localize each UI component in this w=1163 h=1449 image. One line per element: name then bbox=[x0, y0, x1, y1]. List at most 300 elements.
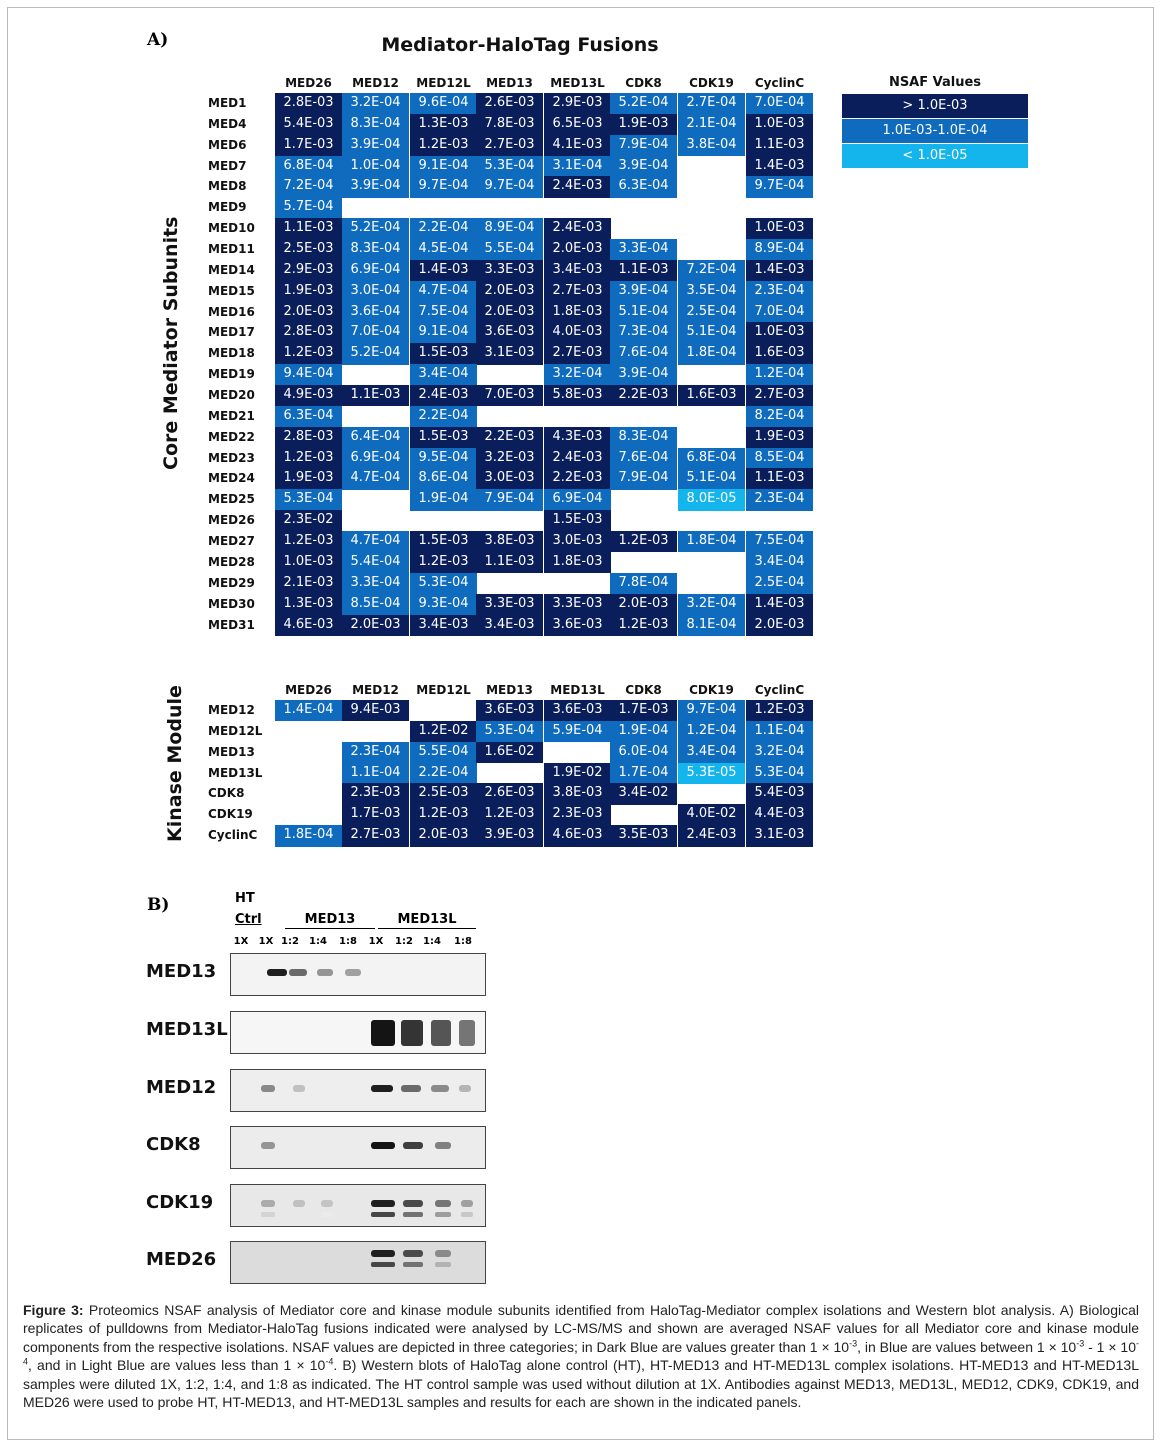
value-cell: 2.0E-03 bbox=[610, 594, 677, 615]
value-cell: 5.3E-04 bbox=[410, 573, 477, 594]
value-cell: 3.0E-04 bbox=[342, 281, 409, 302]
value-cell: 3.2E-04 bbox=[544, 364, 611, 385]
value-cell: 4.6E-03 bbox=[275, 615, 342, 636]
legend-item: < 1.0E-05 bbox=[842, 144, 1028, 168]
blot-band bbox=[293, 1085, 305, 1092]
blot-band bbox=[401, 1020, 423, 1046]
value-cell: 3.3E-03 bbox=[476, 260, 543, 281]
value-cell: 1.8E-03 bbox=[544, 552, 611, 573]
row-label: CDK8 bbox=[208, 786, 245, 801]
value-cell: 1.2E-03 bbox=[410, 552, 477, 573]
row-label: MED22 bbox=[208, 429, 255, 444]
value-cell: 3.9E-03 bbox=[476, 825, 543, 846]
value-cell: 3.8E-03 bbox=[544, 783, 611, 804]
blot-band bbox=[461, 1212, 473, 1217]
value-cell: 1.4E-03 bbox=[746, 594, 813, 615]
blot-band bbox=[403, 1262, 423, 1267]
column-header: MED13L bbox=[550, 76, 605, 90]
row-label: MED27 bbox=[208, 534, 255, 549]
value-cell: 8.9E-04 bbox=[476, 218, 543, 239]
value-cell: 7.0E-04 bbox=[746, 302, 813, 323]
value-cell: 3.9E-04 bbox=[342, 176, 409, 197]
blot-band bbox=[435, 1200, 451, 1207]
blot-band bbox=[435, 1212, 451, 1217]
value-cell: 6.8E-04 bbox=[275, 156, 342, 177]
value-cell: 6.9E-04 bbox=[342, 260, 409, 281]
ctrl-label: Ctrl bbox=[235, 912, 262, 927]
blot-antibody-label: MED13L bbox=[146, 1019, 228, 1040]
value-cell: 2.7E-03 bbox=[544, 343, 611, 364]
value-cell: 2.7E-04 bbox=[678, 93, 745, 114]
value-cell: 9.1E-04 bbox=[410, 322, 477, 343]
value-cell: 1.1E-03 bbox=[342, 385, 409, 406]
blot-band bbox=[371, 1262, 395, 1267]
value-cell: 2.1E-04 bbox=[678, 114, 745, 135]
value-cell: 2.0E-03 bbox=[476, 281, 543, 302]
value-cell: 9.3E-04 bbox=[410, 594, 477, 615]
value-cell: 2.7E-03 bbox=[544, 281, 611, 302]
blot-antibody-label: MED13 bbox=[146, 961, 217, 982]
value-cell: 1.4E-03 bbox=[746, 156, 813, 177]
value-cell: 3.9E-04 bbox=[610, 364, 677, 385]
blot-image bbox=[231, 1070, 486, 1112]
value-cell: 1.0E-03 bbox=[746, 114, 813, 135]
row-label: MED21 bbox=[208, 408, 255, 423]
blot-band bbox=[435, 1142, 451, 1149]
value-cell: 9.4E-03 bbox=[342, 700, 409, 721]
value-cell: 7.9E-04 bbox=[610, 135, 677, 156]
row-label: MED12 bbox=[208, 703, 255, 717]
value-cell: 1.2E-03 bbox=[275, 448, 342, 469]
value-cell: 6.3E-04 bbox=[275, 406, 342, 427]
row-label: MED26 bbox=[208, 513, 255, 528]
row-label: MED31 bbox=[208, 617, 255, 632]
value-cell: 1.1E-03 bbox=[610, 260, 677, 281]
value-cell: 8.3E-04 bbox=[342, 114, 409, 135]
blot-panel bbox=[230, 1126, 486, 1169]
value-cell: 8.9E-04 bbox=[746, 239, 813, 260]
value-cell: 1.4E-03 bbox=[410, 260, 477, 281]
blot-band bbox=[371, 1250, 395, 1257]
column-header: CyclinC bbox=[754, 76, 805, 90]
blot-panel bbox=[230, 1011, 486, 1054]
value-cell: 1.5E-03 bbox=[544, 510, 611, 531]
value-cell: 4.7E-04 bbox=[342, 531, 409, 552]
value-cell: 8.1E-04 bbox=[678, 615, 745, 636]
value-cell: 7.9E-04 bbox=[476, 489, 543, 510]
blot-image bbox=[231, 1127, 486, 1169]
value-cell: 4.4E-03 bbox=[746, 804, 813, 825]
value-cell: 3.4E-02 bbox=[610, 783, 677, 804]
value-cell: 4.7E-04 bbox=[342, 468, 409, 489]
value-cell: 4.3E-03 bbox=[544, 427, 611, 448]
value-cell: 1.2E-03 bbox=[610, 615, 677, 636]
value-cell: 4.9E-03 bbox=[275, 385, 342, 406]
row-label: MED12L bbox=[208, 723, 263, 738]
blot-band bbox=[293, 1200, 305, 1207]
value-cell: 5.2E-04 bbox=[342, 343, 409, 364]
value-cell: 2.5E-03 bbox=[275, 239, 342, 260]
row-label: MED14 bbox=[208, 262, 255, 277]
value-cell: 1.1E-03 bbox=[476, 552, 543, 573]
value-cell: 1.2E-03 bbox=[275, 531, 342, 552]
caption-exp: -3 bbox=[849, 1338, 858, 1349]
blot-band bbox=[403, 1142, 423, 1149]
value-cell: 2.0E-03 bbox=[544, 239, 611, 260]
value-cell: 3.9E-04 bbox=[342, 135, 409, 156]
column-header: MED13 bbox=[486, 683, 533, 697]
value-cell: 9.5E-04 bbox=[410, 448, 477, 469]
value-cell: 1.6E-02 bbox=[476, 742, 543, 763]
value-cell: 1.2E-03 bbox=[610, 531, 677, 552]
value-cell: 9.7E-04 bbox=[746, 176, 813, 197]
value-cell: 2.1E-03 bbox=[275, 573, 342, 594]
row-label: MED19 bbox=[208, 367, 255, 382]
value-cell: 8.0E-05 bbox=[678, 489, 745, 510]
value-cell: 2.3E-02 bbox=[275, 510, 342, 531]
value-cell: 3.2E-04 bbox=[678, 594, 745, 615]
value-cell: 5.2E-04 bbox=[610, 93, 677, 114]
value-cell: 1.5E-03 bbox=[410, 427, 477, 448]
value-cell: 3.2E-04 bbox=[746, 742, 813, 763]
row-label: MED30 bbox=[208, 596, 255, 611]
value-cell: 7.6E-04 bbox=[610, 343, 677, 364]
med13-group-label: MED13 bbox=[285, 912, 375, 929]
value-cell: 7.9E-04 bbox=[610, 468, 677, 489]
value-cell: 2.4E-03 bbox=[544, 176, 611, 197]
value-cell: 3.6E-03 bbox=[476, 700, 543, 721]
value-cell: 2.4E-03 bbox=[544, 218, 611, 239]
row-label: MED1 bbox=[208, 96, 247, 110]
value-cell: 1.5E-03 bbox=[410, 343, 477, 364]
value-cell: 6.9E-04 bbox=[544, 489, 611, 510]
legend-title: NSAF Values bbox=[888, 75, 982, 90]
ht-label: HT bbox=[235, 891, 255, 906]
lane-label: 1X bbox=[368, 936, 384, 947]
blot-band bbox=[401, 1085, 421, 1092]
caption-part: , and in Light Blue are values less than 1 × 10 bbox=[28, 1357, 326, 1374]
value-cell: 3.3E-03 bbox=[544, 594, 611, 615]
blot-band bbox=[403, 1250, 423, 1257]
caption-exp: -4 bbox=[325, 1356, 334, 1367]
value-cell: 2.2E-03 bbox=[476, 427, 543, 448]
value-cell: 1.2E-03 bbox=[410, 135, 477, 156]
column-header: MED13 bbox=[486, 76, 533, 90]
value-cell: 5.4E-03 bbox=[746, 783, 813, 804]
value-cell: 2.3E-04 bbox=[746, 281, 813, 302]
row-label: MED11 bbox=[208, 242, 255, 257]
column-header: CDK8 bbox=[625, 76, 662, 90]
blot-band bbox=[371, 1020, 395, 1046]
value-cell: 5.3E-04 bbox=[476, 721, 543, 742]
value-cell: 3.4E-04 bbox=[746, 552, 813, 573]
value-cell: 7.6E-04 bbox=[610, 448, 677, 469]
lane-label: 1:4 bbox=[423, 936, 441, 947]
blot-band bbox=[403, 1200, 423, 1207]
value-cell: 2.6E-03 bbox=[476, 93, 543, 114]
value-cell: 7.0E-04 bbox=[342, 322, 409, 343]
value-cell: 5.2E-04 bbox=[342, 218, 409, 239]
value-cell: 1.0E-03 bbox=[275, 552, 342, 573]
value-cell: 1.4E-03 bbox=[746, 260, 813, 281]
value-cell: 1.9E-03 bbox=[610, 114, 677, 135]
value-cell: 3.1E-03 bbox=[476, 343, 543, 364]
value-cell: 3.6E-03 bbox=[544, 615, 611, 636]
core-label: Core Mediator Subunits bbox=[160, 216, 182, 470]
column-header: MED12 bbox=[352, 76, 399, 90]
value-cell: 2.0E-03 bbox=[410, 825, 477, 846]
value-cell: 1.2E-03 bbox=[275, 343, 342, 364]
value-cell: 7.8E-03 bbox=[476, 114, 543, 135]
value-cell: 9.4E-04 bbox=[275, 364, 342, 385]
value-cell: 9.6E-04 bbox=[410, 93, 477, 114]
value-cell: 8.2E-04 bbox=[746, 406, 813, 427]
blot-band bbox=[261, 1200, 275, 1207]
value-cell: 1.2E-04 bbox=[678, 721, 745, 742]
value-cell: 2.8E-03 bbox=[275, 427, 342, 448]
value-cell: 5.4E-03 bbox=[275, 114, 342, 135]
value-cell: 3.3E-04 bbox=[610, 239, 677, 260]
value-cell: 1.9E-04 bbox=[610, 721, 677, 742]
fusion-title: Mediator-HaloTag Fusions bbox=[381, 34, 659, 56]
blot-panel bbox=[230, 953, 486, 996]
value-cell: 2.3E-04 bbox=[342, 742, 409, 763]
value-cell: 1.0E-03 bbox=[746, 218, 813, 239]
value-cell: 7.8E-04 bbox=[610, 573, 677, 594]
value-cell: 5.1E-04 bbox=[610, 302, 677, 323]
value-cell: 3.4E-03 bbox=[476, 615, 543, 636]
blot-band bbox=[321, 1200, 333, 1207]
value-cell: 3.3E-03 bbox=[476, 594, 543, 615]
value-cell: 7.2E-04 bbox=[678, 260, 745, 281]
value-cell: 1.8E-04 bbox=[678, 343, 745, 364]
row-label: MED15 bbox=[208, 283, 255, 298]
value-cell: 5.8E-03 bbox=[544, 385, 611, 406]
value-cell: 8.5E-04 bbox=[746, 448, 813, 469]
value-cell: 1.2E-03 bbox=[476, 804, 543, 825]
value-cell: 2.5E-03 bbox=[410, 783, 477, 804]
value-cell: 2.2E-03 bbox=[610, 385, 677, 406]
row-label: MED16 bbox=[208, 304, 255, 319]
blot-band bbox=[403, 1212, 423, 1217]
value-cell: 2.5E-04 bbox=[746, 573, 813, 594]
blot-image bbox=[231, 954, 486, 996]
column-header: CyclinC bbox=[754, 683, 805, 697]
value-cell: 1.0E-03 bbox=[746, 322, 813, 343]
blot-image bbox=[231, 1185, 486, 1227]
column-header: MED26 bbox=[285, 683, 332, 697]
caption-part: , in Blue are values between 1 × 10 bbox=[857, 1338, 1077, 1355]
value-cell: 3.4E-04 bbox=[410, 364, 477, 385]
value-cell: 2.0E-03 bbox=[746, 615, 813, 636]
value-cell: 9.7E-04 bbox=[410, 176, 477, 197]
value-cell: 6.4E-04 bbox=[342, 427, 409, 448]
value-cell: 1.7E-03 bbox=[342, 804, 409, 825]
blot-band bbox=[459, 1020, 475, 1046]
value-cell: 1.7E-04 bbox=[610, 763, 677, 784]
blot-band bbox=[261, 1212, 275, 1217]
row-label: MED10 bbox=[208, 221, 255, 236]
value-cell: 3.5E-03 bbox=[610, 825, 677, 846]
row-label: MED8 bbox=[208, 179, 247, 194]
value-cell: 3.9E-04 bbox=[610, 156, 677, 177]
value-cell: 7.2E-04 bbox=[275, 176, 342, 197]
value-cell: 3.4E-04 bbox=[678, 742, 745, 763]
value-cell: 3.1E-04 bbox=[544, 156, 611, 177]
lane-label: 1X bbox=[258, 936, 274, 947]
value-cell: 4.6E-03 bbox=[544, 825, 611, 846]
row-label: MED13L bbox=[208, 765, 263, 780]
value-cell: 1.8E-04 bbox=[678, 531, 745, 552]
value-cell: 1.2E-03 bbox=[746, 700, 813, 721]
column-header: MED26 bbox=[285, 76, 332, 90]
value-cell: 2.4E-03 bbox=[544, 448, 611, 469]
value-cell: 5.3E-05 bbox=[678, 763, 745, 784]
value-cell: 3.6E-03 bbox=[544, 700, 611, 721]
value-cell: 1.9E-03 bbox=[275, 468, 342, 489]
value-cell: 2.2E-04 bbox=[410, 763, 477, 784]
value-cell: 1.9E-04 bbox=[410, 489, 477, 510]
value-cell: 6.9E-04 bbox=[342, 448, 409, 469]
value-cell: 3.2E-04 bbox=[342, 93, 409, 114]
row-label: MED25 bbox=[208, 492, 255, 507]
value-cell: 1.9E-03 bbox=[746, 427, 813, 448]
column-header: MED12L bbox=[416, 683, 471, 697]
value-cell: 1.8E-03 bbox=[544, 302, 611, 323]
value-cell: 1.2E-02 bbox=[410, 721, 477, 742]
blot-panel bbox=[230, 1241, 486, 1284]
blot-panel bbox=[230, 1184, 486, 1227]
value-cell: 5.5E-04 bbox=[410, 742, 477, 763]
lane-label: 1:4 bbox=[309, 936, 327, 947]
value-cell: 3.8E-04 bbox=[678, 135, 745, 156]
value-cell: 3.9E-04 bbox=[610, 281, 677, 302]
blot-band bbox=[371, 1200, 395, 1207]
lane-label: 1:2 bbox=[281, 936, 299, 947]
value-cell: 1.3E-03 bbox=[410, 114, 477, 135]
row-label: MED20 bbox=[208, 388, 255, 403]
blot-image bbox=[231, 1242, 486, 1284]
value-cell: 2.9E-03 bbox=[544, 93, 611, 114]
blot-band bbox=[371, 1212, 395, 1217]
value-cell: 1.6E-03 bbox=[746, 343, 813, 364]
blot-band bbox=[371, 1142, 395, 1149]
blot-band bbox=[317, 969, 333, 976]
blot-band bbox=[289, 969, 307, 976]
column-header: CDK19 bbox=[689, 683, 734, 697]
value-cell: 5.5E-04 bbox=[476, 239, 543, 260]
value-cell: 5.1E-04 bbox=[678, 322, 745, 343]
column-header: CDK8 bbox=[625, 683, 662, 697]
value-cell: 3.6E-04 bbox=[342, 302, 409, 323]
value-cell: 1.2E-04 bbox=[746, 364, 813, 385]
value-cell: 1.3E-03 bbox=[275, 594, 342, 615]
value-cell: 8.6E-04 bbox=[410, 468, 477, 489]
value-cell: 1.1E-04 bbox=[746, 721, 813, 742]
value-cell: 2.3E-03 bbox=[342, 783, 409, 804]
row-label: MED28 bbox=[208, 554, 255, 569]
column-header: MED13L bbox=[550, 683, 605, 697]
value-cell: 5.9E-04 bbox=[544, 721, 611, 742]
lane-label: 1X bbox=[233, 936, 249, 947]
value-cell: 5.7E-04 bbox=[275, 197, 342, 218]
value-cell: 3.0E-03 bbox=[476, 468, 543, 489]
value-cell: 7.0E-04 bbox=[746, 93, 813, 114]
value-cell: 1.1E-03 bbox=[275, 218, 342, 239]
blot-band bbox=[293, 1212, 305, 1217]
value-cell: 1.6E-03 bbox=[678, 385, 745, 406]
value-cell: 2.4E-03 bbox=[678, 825, 745, 846]
value-cell: 1.9E-02 bbox=[544, 763, 611, 784]
value-cell: 1.1E-03 bbox=[746, 135, 813, 156]
value-cell: 3.4E-03 bbox=[410, 615, 477, 636]
blot-band bbox=[345, 969, 361, 976]
legend-item: > 1.0E-03 bbox=[842, 94, 1028, 118]
lane-label: 1:8 bbox=[454, 936, 472, 947]
value-cell: 2.2E-04 bbox=[410, 406, 477, 427]
value-cell: 6.8E-04 bbox=[678, 448, 745, 469]
caption-part: Proteomics NSAF analysis of Mediator core and kinase module subunits identified from HaloTag-Mediator complex isolations and Western blot analysis. A) Biological replicates of pulldowns from Mediator-HaloTag fusions indicated were analysed by LC-MS/MS and shown are averaged NSAF values for all Mediator core and kinase module components from the respective isolations. NSAF values are depicted in three categories; in Dark Blue are values greater than 1 × 10 bbox=[23, 1302, 1140, 1355]
blot-band bbox=[431, 1085, 449, 1092]
blot-band bbox=[261, 1085, 275, 1092]
panel-b-label: B) bbox=[147, 895, 170, 915]
value-cell: 7.0E-03 bbox=[476, 385, 543, 406]
value-cell: 1.9E-03 bbox=[275, 281, 342, 302]
value-cell: 3.3E-04 bbox=[342, 573, 409, 594]
column-header: MED12 bbox=[352, 683, 399, 697]
kinase-label: Kinase Module bbox=[164, 685, 186, 842]
value-cell: 2.3E-04 bbox=[746, 489, 813, 510]
value-cell: 5.3E-04 bbox=[746, 763, 813, 784]
value-cell: 8.3E-04 bbox=[342, 239, 409, 260]
row-label: CDK19 bbox=[208, 807, 253, 822]
value-cell: 2.8E-03 bbox=[275, 93, 342, 114]
value-cell: 2.2E-04 bbox=[410, 218, 477, 239]
value-cell: 2.8E-03 bbox=[275, 322, 342, 343]
value-cell: 8.5E-04 bbox=[342, 594, 409, 615]
figure-caption bbox=[23, 1301, 1139, 1411]
value-cell: 8.3E-04 bbox=[610, 427, 677, 448]
caption-lead: Figure 3: bbox=[23, 1302, 84, 1318]
value-cell: 2.7E-03 bbox=[746, 385, 813, 406]
value-cell: 7.5E-04 bbox=[746, 531, 813, 552]
row-label: MED6 bbox=[208, 137, 247, 152]
value-cell: 5.4E-04 bbox=[342, 552, 409, 573]
value-cell: 2.2E-03 bbox=[544, 468, 611, 489]
value-cell: 5.1E-04 bbox=[678, 468, 745, 489]
row-label: CyclinC bbox=[208, 828, 258, 843]
value-cell: 1.4E-04 bbox=[275, 700, 342, 721]
legend-item: 1.0E-03-1.0E-04 bbox=[842, 119, 1028, 143]
value-cell: 9.7E-04 bbox=[678, 700, 745, 721]
row-label: MED18 bbox=[208, 346, 255, 361]
value-cell: 2.9E-03 bbox=[275, 260, 342, 281]
row-label: MED4 bbox=[208, 116, 247, 131]
caption-part: . B) Western blots of HaloTag alone control (HT), HT-MED13 and HT-MED13L complex isolations. HT-MED13 and HT-MED13L samples were diluted 1X, 1:2, 1:4, and 1:8 as indicated. The HT control sample was used without dilution at 1X. Antibodies against MED13, MED13L, MED12, CDK9, CDK19, and MED26 were used to probe HT, HT-MED13, and HT-MED13L samples and results for each are shown in the indicated panels. bbox=[23, 1357, 1139, 1411]
value-cell: 5.3E-04 bbox=[476, 156, 543, 177]
value-cell: 2.7E-03 bbox=[342, 825, 409, 846]
column-header: CDK19 bbox=[689, 76, 734, 90]
caption-exp: -4 bbox=[23, 1338, 1139, 1367]
blot-panel bbox=[230, 1069, 486, 1112]
value-cell: 3.2E-03 bbox=[476, 448, 543, 469]
value-cell: 3.1E-03 bbox=[746, 825, 813, 846]
caption-exp: -3 bbox=[1076, 1338, 1085, 1349]
value-cell: 4.0E-02 bbox=[678, 804, 745, 825]
value-cell: 7.5E-04 bbox=[410, 302, 477, 323]
value-cell: 9.7E-04 bbox=[476, 176, 543, 197]
value-cell: 3.6E-03 bbox=[476, 322, 543, 343]
